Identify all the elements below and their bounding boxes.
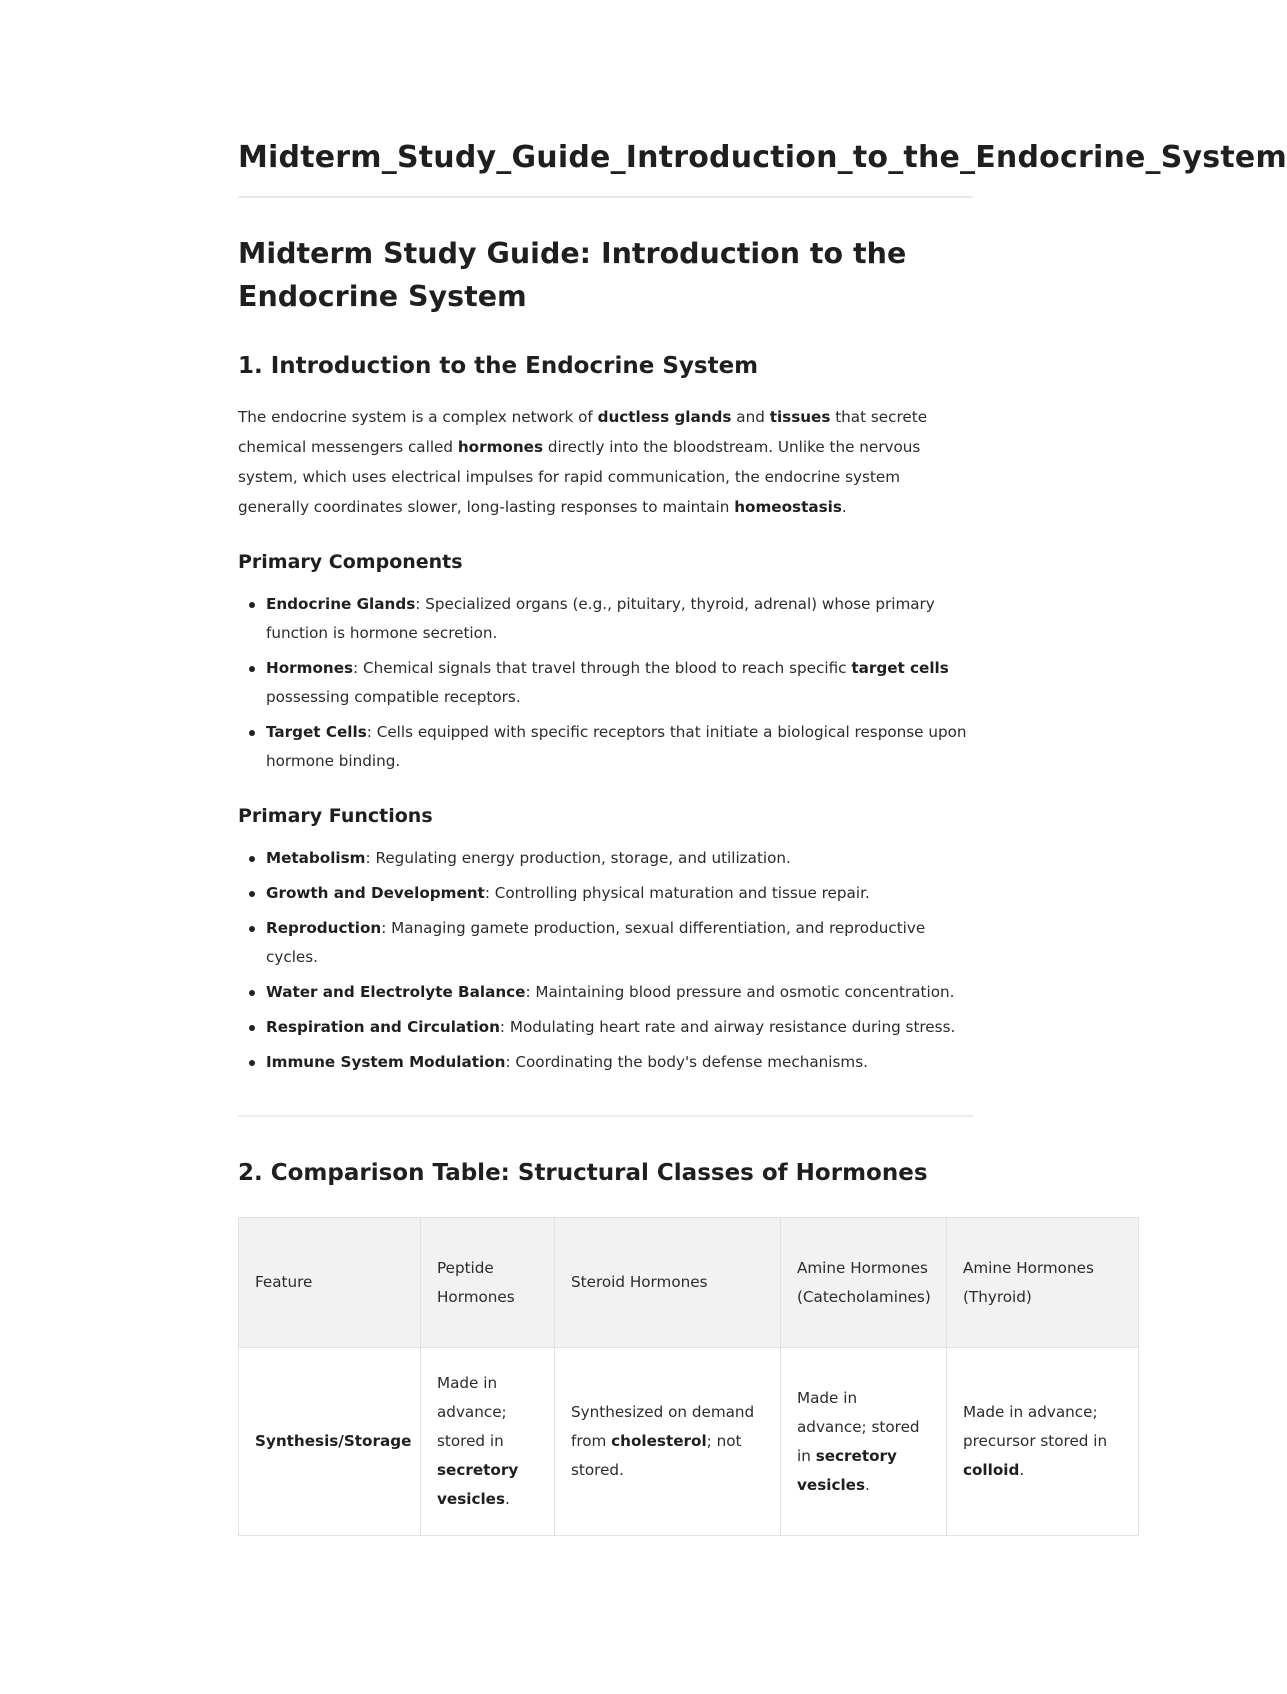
table-header-cell: Amine Hormones (Catecholamines) [781,1218,947,1348]
list-item-term: Hormones [266,659,354,677]
list-item-text: : Regulating energy production, storage, and utilization. [365,849,791,867]
intro-term-ductless-glands: ductless glands [597,408,732,426]
list-item [266,718,973,776]
list-item-term: Metabolism [266,849,366,867]
list-item-term: Growth and Development [266,884,485,902]
list-item-text: : Controlling physical maturation and tissue repair. [484,884,870,902]
table-cell [947,1348,1139,1536]
functions-list [238,844,973,1077]
intro-paragraph [238,402,973,522]
list-item-text: possessing compatible receptors. [266,688,521,706]
list-item-text: : Maintaining blood pressure and osmotic concentration. [525,983,955,1001]
document-title: Midterm Study Guide: Introduction to the Endocrine System [238,237,907,313]
cell-text: ; not stored. [571,1432,742,1479]
list-item-term: target cells [851,659,949,677]
list-item [266,1013,973,1042]
list-item-term: Water and Electrolyte Balance [266,983,526,1001]
list-item-term: Endocrine Glands [266,595,416,613]
cell-text: Made in advance; stored in [797,1388,920,1465]
list-item-text: : Cells equipped with specific receptors that initiate a biological response upon hormone binding. [266,723,967,770]
table-row-label: Synthesis/Storage [239,1348,421,1536]
intro-text-5: . [841,498,847,516]
intro-term-hormones: hormones [457,438,544,456]
section-2-heading: 2. Comparison Table: Structural Classes of Hormones [238,1160,928,1186]
cell-text: . [1019,1461,1025,1479]
table-cell [555,1348,781,1536]
cell-text: Synthesized on demand from [571,1403,755,1450]
list-item [266,1048,973,1077]
list-item [266,914,973,972]
list-item [266,879,973,908]
section-divider [238,1115,973,1117]
list-item-term: Immune System Modulation [266,1053,506,1071]
hormone-comparison-table [238,1217,1139,1536]
components-list [238,590,973,776]
document-content [238,140,1287,1189]
file-title: Midterm_Study_Guide_Introduction_to_the_Endocrine_System [238,140,1287,175]
list-item [266,978,973,1007]
intro-text-1: The endocrine system is a complex network of [238,408,598,426]
cell-term: colloid [963,1461,1020,1479]
table-row [239,1348,1139,1536]
table-cell [781,1348,947,1536]
list-item-text: : Coordinating the body's defense mechanisms. [505,1053,868,1071]
intro-term-tissues: tissues [769,408,831,426]
cell-text: . [505,1490,510,1508]
cell-term: secretory vesicles [797,1446,897,1494]
intro-text-4: directly into the bloodstream. Unlike the nervous system, which uses electrical impulses for rapid communication, the endocrine system generally coordinates slower, long-lasting responses to maintain [238,438,921,516]
table-header-cell: Feature [239,1218,421,1348]
cell-text: Made in advance; precursor stored in [963,1403,1108,1450]
intro-term-homeostasis: homeostasis [734,498,842,516]
table-header-cell: Amine Hormones (Thyroid) [947,1218,1139,1348]
intro-text-2: and [731,408,770,426]
table-cell [421,1348,555,1536]
table-header-cell: Peptide Hormones [421,1218,555,1348]
list-item-text: : Specialized organs (e.g., pituitary, thyroid, adrenal) whose primary function is hormone secretion. [266,595,935,642]
list-item-text: : Chemical signals that travel through the blood to reach specific [353,659,852,677]
list-item-text: : Managing gamete production, sexual differentiation, and reproductive cycles. [266,919,926,966]
functions-heading: Primary Functions [238,805,433,827]
list-item [266,654,973,712]
cell-term: secretory vesicles [437,1461,519,1508]
components-heading: Primary Components [238,551,463,573]
list-item [266,590,973,648]
list-item [266,844,973,873]
intro-text-3: that secrete chemical messengers called [238,408,928,456]
cell-text: Made in advance; stored in [437,1374,507,1450]
list-item-term: Reproduction [266,919,382,937]
list-item-text: : Modulating heart rate and airway resistance during stress. [499,1018,956,1036]
section-1-heading: 1. Introduction to the Endocrine System [238,353,759,379]
table-header-cell: Steroid Hormones [555,1218,781,1348]
table-header-row [239,1218,1139,1348]
list-item-term: Target Cells [266,723,367,741]
title-divider [238,196,973,198]
list-item-term: Respiration and Circulation [266,1018,500,1036]
document-page [238,0,1287,1694]
cell-term: cholesterol [611,1432,707,1450]
cell-text: . [865,1475,870,1494]
